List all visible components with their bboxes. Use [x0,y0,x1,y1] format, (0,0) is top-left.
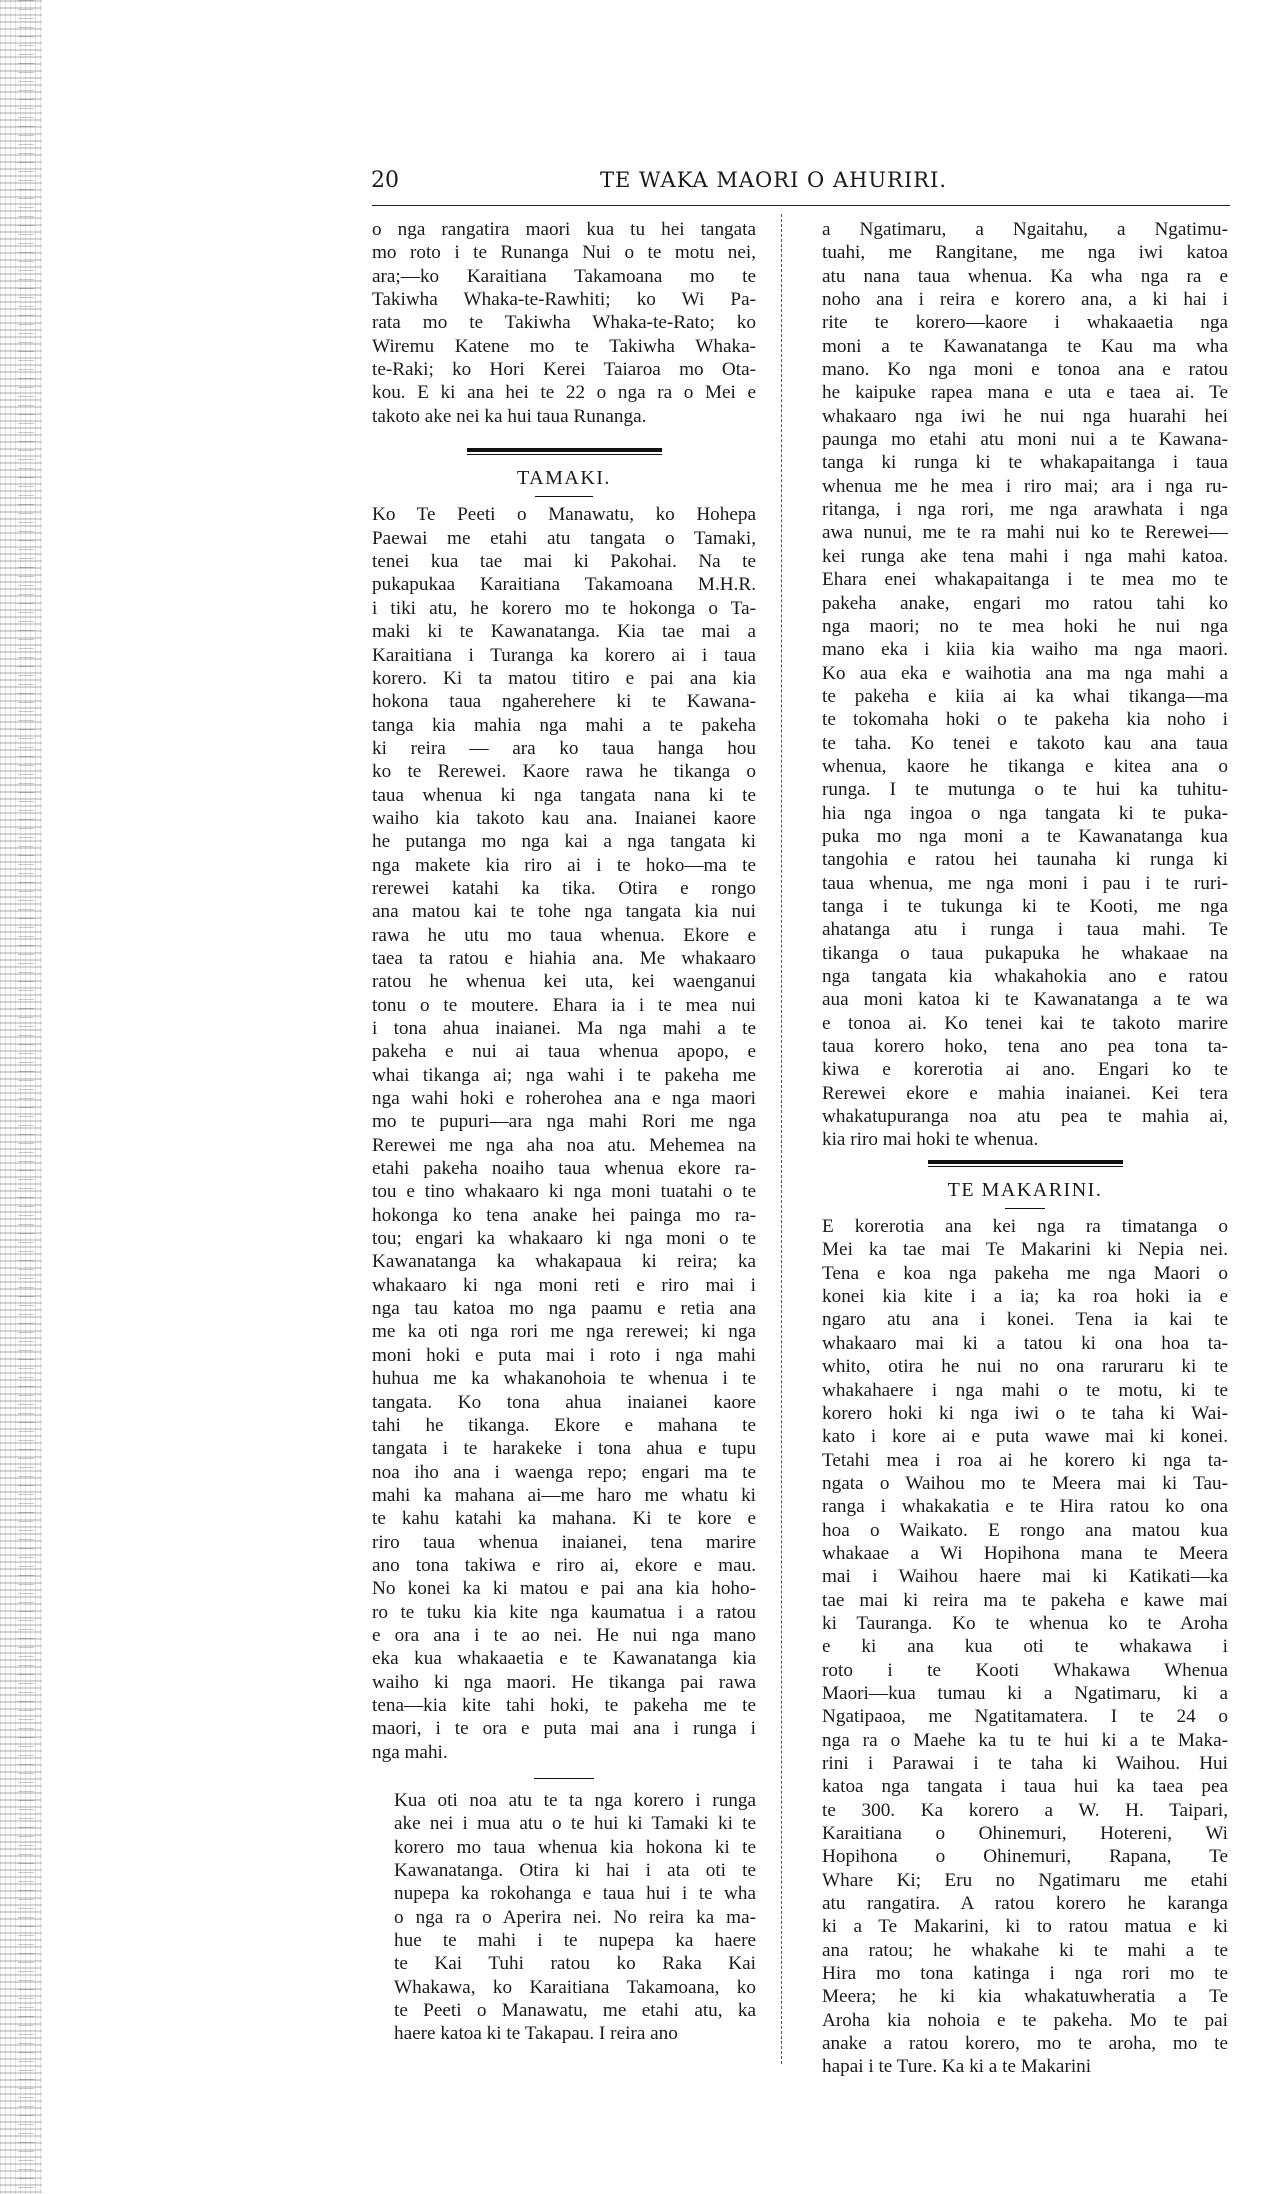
text-line: Whare Ki; Eru no Ngatimaru me etahi [822,1869,1228,1891]
text-line: nupepa ka rokohanga e taua hui i te wha [394,1883,756,1905]
text-line: Tena e koa nga pakeha me nga Maori o [822,1262,1228,1284]
text-line: ana ratou; he whakahe ki te mahi a te [822,1939,1228,1961]
text-line: whakaaro mai ki a tatou ki ona hoa ta- [822,1332,1228,1354]
text-line: kiwa e korerotia ai ano. Engari ko te [822,1059,1228,1081]
text-line: ritanga, i nga rori, me nga arawhata i nga [822,499,1228,521]
text-line: tena—kia kite tahi hoki, te pakeha me te [372,1694,756,1716]
text-line: rata mo te Takiwha Whaka-te-Rato; ko [372,312,756,334]
text-line: pukapukaa Karaitiana Takamoana M.H.R. [372,574,756,596]
text-line: nga mahi. [372,1741,448,1763]
text-line: aua moni katoa ki te Kawanatanga a te wa [822,989,1228,1011]
text-line: mahi ka mahana ai—me haro me whatu ki [372,1484,756,1506]
text-line: Hira mo tona katinga i nga rori mo te [822,1963,1228,1985]
text-line: moni a te Kawanatanga te Kau ma wha [822,335,1228,357]
title-underline-rule [1005,1208,1045,1209]
text-line: taea ta ratou e hiahia ana. Me whakaaro [372,947,756,969]
text-line: kia riro mai hoki te whenua. [822,1129,1039,1151]
text-line: Rerewei me nga aha noa atu. Mehemea na [372,1134,756,1156]
right-continued-paragraph [822,218,1228,1152]
text-line: atu nana taua whenua. Ka wha nga ra e [822,265,1228,287]
text-line: te-Raki; ko Hori Kerei Taiaroa mo Ota- [372,359,756,381]
text-line: o nga rangatira maori kua tu hei tangata [372,219,756,240]
section-title-te-makarini: TE MAKARINI. [947,1178,1103,1201]
text-line: mano eka i kiia kia waiho ma nga maori. [822,639,1228,661]
text-line: te taha. Ko tenei e takoto kau ana taua [822,732,1228,754]
text-line: whai tikanga ai; nga wahi i te pakeha me [372,1064,756,1086]
text-line: noa iho ana i waenga repo; engari ma te [372,1461,756,1483]
text-line: ano tona takiwa e riro ai, ekore e mau. [372,1554,756,1576]
text-line: konei kia kite i a ia; ka roa hoki ia e [822,1286,1228,1308]
text-line: he putanga mo nga kai a nga tangata ki [372,831,756,853]
text-line: whito, otira he nui no ona raruraru ki te [822,1356,1228,1378]
text-line: nga tau katoa mo nga paamu e retia ana [372,1298,756,1320]
text-line: etahi pakeha noaiho taua whenua ekore ra- [372,1158,756,1180]
text-line: ake nei i mua atu o te hui ki Tamaki ki te [394,1813,756,1835]
text-line: te pakeha e kiia ai ka whai tikanga—ma [822,685,1228,707]
text-line: Ko Te Peeti o Manawatu, ko Hohepa [372,504,756,526]
text-line: nga maori; no te mea hoki he nui nga [822,615,1228,637]
text-line: whakahaere i nga mahi o te motu, ki te [822,1379,1228,1401]
left-column [372,218,756,2046]
text-line: mai i Waihou haere mai ki Katikati—ka [822,1566,1228,1588]
text-line: tanga i te tukunga ki te Kooti, me nga [822,895,1228,917]
text-line: korero. Ki ta matou titiro e pai ana kia [372,667,756,689]
text-line: nga tangata kia whakahokia ano e ratou [822,966,1228,987]
text-line: tou e tino whakaaro ki nga moni tuatahi o te [372,1181,756,1203]
text-line: awa nunui, me te ra mahi nui ko te Rerewei— [822,522,1228,544]
text-line: tou; engari ka whakaaro ki nga moni o te [372,1228,756,1250]
text-line: pakeha e nui ai taua whenua apopo, e [372,1041,756,1063]
tamaki-paragraph-2 [372,1789,756,2046]
text-line: hapai i te Ture. Ka ki a te Makarini [822,2056,1092,2078]
header-rule [372,205,1230,206]
text-line: nga wahi hoki e roherohea ana e nga maori [372,1088,756,1110]
text-line: Ngatipaoa, me Ngatitamatera. I te 24 o [822,1706,1228,1728]
text-line: Takiwha Whaka-te-Rawhiti; ko Wi Pa- [372,289,756,311]
text-line: Kawanatanga. Otira ki hai i ata oti te [394,1860,756,1882]
text-line: hokona taua ngaherehere ki te Kawana- [372,691,756,713]
text-line: hoa o Waikato. E rongo ana matou kua [822,1519,1228,1541]
text-line: te 300. Ka korero a W. H. Taipari, [822,1799,1228,1821]
scan-edge-artifact-inner [18,0,34,2194]
text-line: taua whenua ki nga tangata nana ki te [372,784,756,806]
text-line: rite te korero—kaore i whakaaetia nga [822,312,1228,334]
text-line: paunga mo etahi atu moni nui a te Kawana- [822,429,1228,451]
text-line: Meera; he ki kia whakatuwheratia a Te [822,1986,1228,2008]
text-line: tae mai ki reira ma te pakeha e kawe mai [822,1589,1228,1611]
text-line: whakaaro ki nga moni reti e riro mai i [372,1274,756,1296]
text-line: ranga i whakakatia e te Hira ratou ko ona [822,1496,1228,1518]
text-line: runga. I te mutunga o te hui ka tuhitu- [822,779,1228,801]
text-line: eka kua whakaaetia e te Kawanatanga kia [372,1648,756,1670]
text-line: me ka oti nga rori me nga rerewei; ki nga [372,1321,756,1343]
text-line: te tokomaha hoki o te pakeha kia noho i [822,709,1228,731]
text-line: kato i kore ai e puta wawe mai ki konei. [822,1426,1228,1448]
text-line: Tetahi mea i roa ai he korero ki nga ta- [822,1449,1228,1471]
text-line: haere katoa ki te Takapau. I reira ano [394,2023,678,2045]
text-line: tangata i te harakeke i tona ahua e tupu [372,1438,756,1460]
text-line: tahi he tikanga. Ekore e mahana te [372,1414,756,1436]
text-line: hokonga ko tena anake hei painga mo ra- [372,1204,756,1226]
text-line: korero hoki ki nga iwi o te taha ki Wai- [822,1402,1228,1424]
text-line: ana matou kai te tohe nga tangata kia nui [372,901,756,923]
text-line: whakaaro nga iwi he nui nga huarahi hei [822,405,1228,427]
text-line: o nga ra o Aperira nei. No reira ka ma- [394,1906,756,1928]
text-line: waiho kia takoto kau ana. Inaianei kaore [372,807,756,829]
text-line: moni hoki e puta mai i roto i nga mahi [372,1344,756,1366]
text-line: whenua, kaore he tikanga e kitea ana o [822,755,1228,777]
text-line: Wiremu Katene mo te Takiwha Whaka- [372,335,756,357]
text-line: ki Tauranga. Ko te whenua ko te Aroha [822,1612,1228,1634]
text-line: taua korero hoko, tena ano pea tona ta- [822,1036,1228,1058]
text-line: mo te pupuri—ara nga mahi Rori me nga [372,1111,756,1133]
text-line: ara;—ko Karaitiana Takamoana mo te [372,265,756,287]
text-line: ngata o Waihou mo te Meera mai ki Tau- [822,1472,1228,1494]
text-line: ro te tuku kia kite nga kaumatua i a ratou [372,1601,756,1623]
text-line: tangohia e ratou hei taunaha ki runga ki [822,849,1228,871]
paragraph-separator-rule [534,1778,594,1779]
text-line: ki reira — ara ko taua hanga hou [372,737,756,759]
left-continued-paragraph [372,218,756,428]
text-line: Kua oti noa atu te ta nga korero i runga [394,1790,756,1811]
text-line: he kaipuke rapea mana e uta e taea ai. Te [822,382,1228,404]
text-line: mo roto i te Runanga Nui o te motu nei, [372,242,756,264]
text-line: puka mo nga moni a te Kawanatanga kua [822,825,1228,847]
text-line: rawa he utu mo taua whenua. Ekore e [372,924,756,946]
text-line: rini i Parawai i te taha ki Waihou. Hui [822,1753,1228,1774]
text-line: ko te Rerewei. Kaore rawa he tikanga o [372,761,756,783]
text-line: atu rangatira. A ratou korero he karanga [822,1893,1228,1915]
text-line: nga ra o Maehe ka tu te hui ki a te Maka- [822,1729,1228,1751]
text-line: maki ki te Kawanatanga. Kia tae mai a [372,621,756,643]
text-line: whakaae a Wi Hopihona mana te Meera [822,1542,1228,1564]
text-line: waiho ki nga maori. He tikanga pai rawa [372,1671,756,1693]
text-line: hia nga ingoa o nga tangata ki te puka- [822,802,1228,824]
section-title-tamaki: TAMAKI. [517,467,611,490]
text-line: Karaitiana i Turanga ka korero ai i taua [372,644,756,666]
title-underline-rule [535,496,593,497]
text-line: tenei kua tae mai ki Pakohai. Na te [372,551,756,573]
running-head: TE WAKA MAORI O AHURIRI. [600,168,948,192]
text-line: Maori—kua tumau ki a Ngatimaru, ki a [822,1682,1228,1704]
text-line: korero mo taua whenua kia hokona ki te [394,1836,756,1858]
text-line: kou. E ki ana hei te 22 o nga ra o Mei e [372,382,756,404]
text-line: Rerewei ekore e mahia inaianei. Kei tera [822,1082,1228,1104]
right-column [822,218,1228,2079]
text-line: Whakawa, ko Karaitiana Takamoana, ko [394,1976,756,1998]
page-number: 20 [371,168,399,193]
text-line: a Ngatimaru, a Ngaitahu, a Ngatimu- [822,219,1228,240]
text-line: kei runga ake tena mahi i nga mahi katoa. [822,545,1228,567]
text-line: rerewei katahi ka tika. Otira e rongo [372,877,756,899]
text-line: ratou he whenua kei uta, kei waenganui [372,971,756,993]
text-line: takoto ake nei ka hui taua Runanga. [372,405,647,427]
text-line: Mei ka tae mai Te Makarini ki Nepia nei. [822,1239,1228,1261]
section-divider-double-rule [928,1160,1123,1167]
text-line: tikanga o taua pukapuka he whakaae na [822,942,1228,964]
text-line: anake a ratou korero, mo te aroha, mo te [822,2033,1228,2055]
text-line: nga makete kia riro ai i te hoko—ma te [372,854,756,876]
text-line: hue te mahi i te nupepa ka haere [394,1930,756,1952]
text-line: te Peeti o Manawatu, me etahi atu, ka [394,2000,756,2022]
text-line: ngaro atu ana i konei. Tena ia kai te [822,1309,1228,1331]
text-line: No konei ka ki matou e pai ana kia hoho- [372,1578,756,1600]
text-line: te Kai Tuhi ratou ko Raka Kai [394,1953,756,1975]
text-line: Paewai me etahi atu tangata o Tamaki, [372,527,756,549]
text-line: tonu o te moutere. Ehara ia i te mea nui [372,994,756,1016]
text-line: huhua me ka whakanohoia te whenua i te [372,1368,756,1390]
text-line: Kawanatanga ka whakapaua ki reira; ka [372,1251,756,1273]
text-line: roto i te Kooti Whakawa Whenua [822,1659,1228,1681]
text-line: noho ana i reira e korero ana, a ki hai i [822,289,1228,311]
text-line: Aroha kia nohoia e te pakeha. Mo te pai [822,2009,1228,2031]
text-line: Hopihona o Ohinemuri, Rapana, Te [822,1846,1228,1868]
text-line: mano. Ko nga moni e tonoa ana e ratou [822,359,1228,381]
text-line: i tona ahua inaianei. Ma nga mahi a te [372,1018,756,1039]
text-line: Ehara enei whakapaitanga i te mea mo te [822,569,1228,591]
text-line: e ki ana kua oti te whakawa i [822,1636,1228,1658]
section-divider-double-rule [467,448,662,455]
te-makarini-paragraph [822,1215,1228,2079]
text-line: katoa nga tangata i taua hui ka taea pea [822,1776,1228,1798]
text-line: ahatanga atu i runga i taua mahi. Te [822,919,1228,941]
text-line: whenua me he mea i riro mai; ara i nga ru- [822,475,1228,497]
text-line: riro taua whenua inaianei, tena marire [372,1531,756,1553]
text-line: ki a Te Makarini, ki to ratou matua e ki [822,1916,1228,1938]
text-line: tangata. Ko tona ahua inaianei kaore [372,1391,756,1413]
text-line: tanga kia mahia nga mahi a te pakeha [372,714,756,736]
tamaki-paragraph-1 [372,503,756,1764]
text-line: e tonoa ai. Ko tenei kai te takoto marire [822,1012,1228,1034]
text-line: E korerotia ana kei nga ra timatanga o [822,1216,1228,1238]
text-line: te kahu katahi ka mahana. Ki te kore e [372,1508,756,1530]
text-line: tanga ki runga ki te whakapaitanga i taua [822,452,1228,474]
text-line: taua whenua, me nga moni i pau i te ruri- [822,872,1228,894]
text-line: i tiki atu, he korero mo te hokonga o Ta- [372,597,756,619]
text-line: whakatupuranga noa atu pea te mahia ai, [822,1106,1228,1128]
text-line: pakeha anake, engari mo ratou tahi ko [822,592,1228,614]
text-line: tuahi, me Rangitane, me nga iwi katoa [822,242,1228,264]
column-divider [781,214,782,2064]
text-line: e ora ana i te ao nei. He nui nga mano [372,1624,756,1646]
text-line: maori, i te ora e puta mai ana i runga i [372,1718,756,1740]
text-line: Ko aua eka e waihotia ana ma nga mahi a [822,662,1228,684]
text-line: Karaitiana o Ohinemuri, Hotereni, Wi [822,1823,1228,1845]
